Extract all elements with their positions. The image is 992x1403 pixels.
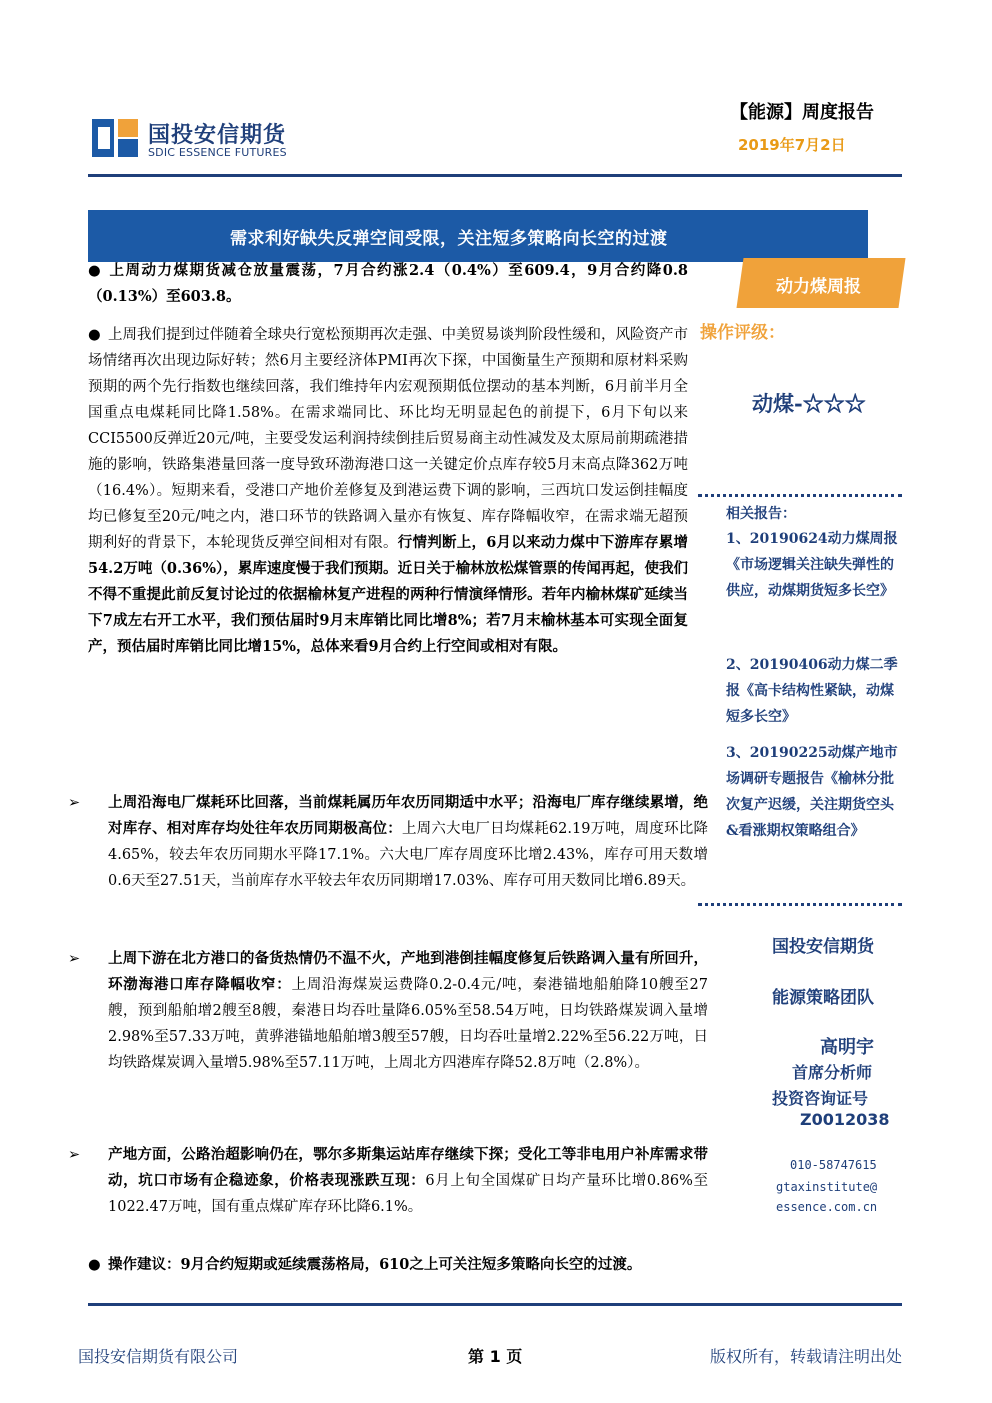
doc-type: 【能源】周度报告	[730, 102, 874, 123]
company-name-en: SDIC ESSENCE FUTURES	[148, 146, 287, 159]
email-line-1[interactable]: gtaxinstitute@	[776, 1180, 878, 1194]
report-tab-label: 动力煤周报	[776, 277, 861, 297]
team-name: 能源策略团队	[772, 988, 874, 1008]
bullet-icon: ●	[88, 327, 101, 343]
rating-value: 动煤-☆☆☆	[752, 391, 866, 416]
email-line-2[interactable]: essence.com.cn	[776, 1200, 878, 1214]
phone: 010-58747615	[790, 1158, 877, 1172]
cert-number: Z0012038	[800, 1110, 890, 1129]
related-report-item[interactable]: 3、20190225动煤产地市场调研专题报告《榆林分批次复产迟缓，关注期货空头&看涨期权策略组合》	[726, 745, 898, 839]
related-report-item[interactable]: 1、20190624动力煤周报《市场逻辑关注缺失弹性的供应，动煤期货短多长空》	[726, 531, 898, 599]
port-paragraph: ➢ 上周下游在北方港口的备货热情仍不温不火，产地到港倒挂幅度修复后铁路调入量有所回升，环渤海港口库存降幅收窄：上周沿海煤炭运费降0.2-0.4元/吨，秦港锚地船舶降10艘至27艘，预到船舶增2艘至8艘，秦港日均吞吐量降6.05%至58.54万吨，日均铁路煤炭调入量增2.98%至57.33万吨，黄骅港锚地船舶增3艘至57艘，日均吞吐量增2.22%至56.22万吨，日均铁路煤炭调入量增5.98%至57.11万吨，上周北方四港库存降52.8万吨（2.8%）。	[88, 946, 708, 1076]
top-rule	[88, 174, 902, 177]
cert-label: 投资咨询证号	[772, 1089, 869, 1108]
related-report-item[interactable]: 2、20190406动力煤二季报《高卡结构性紧缺，动煤短多长空》	[726, 657, 898, 725]
summary-paragraph: ● 上周动力煤期货减仓放量震荡，7月合约涨2.4（0.4%）至609.4，9月合约降0.8（0.13%）至603.8。	[88, 258, 688, 310]
rating-label: 操作评级：	[700, 323, 785, 343]
suggestion-paragraph: ● 操作建议：9月合约短期或延续震荡格局，610之上可关注短多策略向长空的过渡。	[88, 1252, 688, 1278]
sidebar-divider	[698, 494, 902, 497]
bottom-rule	[88, 1303, 902, 1306]
arrow-icon: ➢	[68, 1147, 81, 1163]
sidebar-divider	[698, 903, 902, 906]
production-paragraph: ➢ 产地方面，公路治超影响仍在，鄂尔多斯集运站库存继续下探；受化工等非电用户补库需求带动，坑口市场有企稳迹象，价格表现涨跌互现：6月上旬全国煤矿日均产量环比增0.86%至1022.47万吨，国有重点煤矿库存环比降6.1%。	[88, 1142, 708, 1220]
power-plant-paragraph: ➢ 上周沿海电厂煤耗环比回落，当前煤耗属历年农历同期适中水平；沿海电厂库存继续累增，绝对库存、相对库存均处往年农历同期极高位：上周六大电厂日均煤耗62.19万吨，周度环比降4.65%，较去年农历同期水平降17.1%。六大电厂库存周度环比增2.43%，库存可用天数增0.6天至27.51天，当前库存水平较去年农历同期增17.03%、库存可用天数同比增6.89天。	[88, 790, 708, 894]
sidebar-company: 国投安信期货	[772, 937, 874, 957]
arrow-icon: ➢	[68, 795, 81, 811]
analysis-paragraph: ● 上周我们提到过伴随着全球央行宽松预期再次走强、中美贸易谈判阶段性缓和，风险资产市场情绪再次出现边际好转；然6月主要经济体PMI再次下探，中国衡量生产预期和原材料采购预期的两个先行指数也继续回落，我们维持年内宏观预期低位摆动的基本判断，6月前半月全国重点电煤耗同比降1.58%。在需求端同比、环比均无明显起色的前提下，6月下旬以来CCI5500反弹近20元/吨，主要受发运利润持续倒挂后贸易商主动性减发及太原局前期疏港措施的影响，铁路集港量回落一度导致环渤海港口这一关键定价点库存较5月末高点降362万吨（16.4%）。短期来看，受港口产地价差修复及到港运费下调的影响，三西坑口发运倒挂幅度均已修复至20元/吨之内，港口环节的铁路调入量亦有恢复、库存降幅收窄，在需求端无超预期利好的背景下，本轮现货反弹空间相对有限。行情判断上，6月以来动力煤中下游库存累增54.2万吨（0.36%），累库速度慢于我们预期。近日关于榆林放松煤管票的传闻再起，使我们不得不重提此前反复讨论过的依据榆林复产进程的两种行情演绎情形。若年内榆林煤矿延续当下7成左右开工水平，我们预估届时9月末库销比同比增8%；若7月末榆林基本可实现全面复产，预估届时库销比同比增15%，总体来看9月合约上行空间或相对有限。	[88, 322, 688, 660]
arrow-icon: ➢	[68, 951, 81, 967]
page-number: 第 1 页	[468, 1347, 523, 1366]
company-logo	[92, 119, 138, 157]
doc-date: 2019年7月2日	[738, 136, 846, 154]
report-title: 需求利好缺失反弹空间受限，关注短多策略向长空的过渡	[230, 229, 668, 249]
related-reports-title: 相关报告：	[726, 506, 796, 522]
bullet-icon: ●	[88, 1257, 101, 1273]
bullet-icon: ●	[88, 263, 101, 279]
footer-copyright: 版权所有，转载请注明出处	[710, 1347, 903, 1366]
company-name-cn: 国投安信期货	[148, 123, 287, 148]
analyst-role: 首席分析师	[792, 1063, 873, 1082]
footer-company: 国投安信期货有限公司	[78, 1347, 239, 1366]
analyst-name: 高明宇	[820, 1037, 874, 1058]
